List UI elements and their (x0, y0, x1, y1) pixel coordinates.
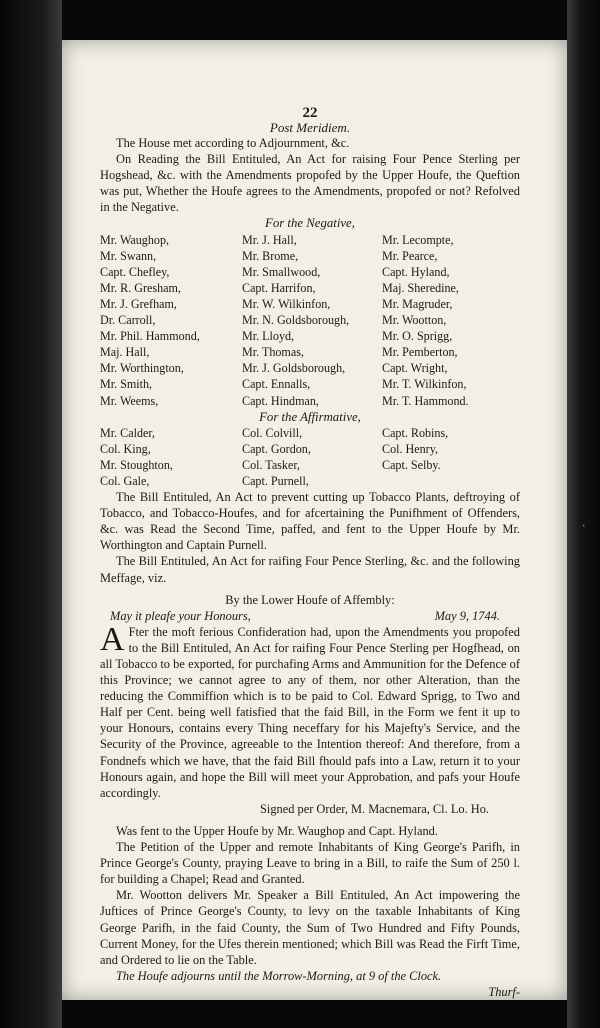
affirmative-column-2 (242, 425, 382, 489)
negative-member: Maj. Hall, (100, 345, 150, 360)
wootton-paragraph: Mr. Wootton delivers Mr. Speaker a Bill Entituled, An Act impowering the Juftices of Prince George's County, to levy on the taxable Inhabitants of King George Parifh, in the faid County, the Sum of Two Hundred and Fifty Pounds, Current Money, for the Ufes therein mentioned; which Bill was Read the Firft Time, and Ordered to lie on the Table. (100, 888, 520, 967)
intro-line: The House met according to Adjournment, &c. (116, 136, 350, 150)
salutation: May it pleafe your Honours, (110, 608, 251, 623)
affirmative-column-3 (382, 425, 520, 489)
sent-paragraph: Was fent to the Upper Houfe by Mr. Waughop and Capt. Hyland. (116, 823, 438, 838)
negative-member: Mr. Magruder, (382, 296, 453, 311)
negative-member: Mr. Thomas, (242, 345, 304, 360)
negative-member: Mr. Worthington, (100, 361, 184, 376)
document-text (100, 105, 520, 1000)
negative-member: Capt. Hyland, (382, 264, 450, 279)
negative-member: Capt. Chefley, (100, 264, 170, 279)
affirmative-member: Mr. Calder, (100, 425, 155, 440)
affirmative-heading: For the Affirmative, (259, 409, 361, 424)
negative-member: Mr. Waughop, (100, 232, 170, 247)
affirmative-member (382, 473, 520, 489)
negative-member: Capt. Wright, (382, 361, 448, 376)
affirmative-member: Capt. Gordon, (242, 441, 311, 456)
affirmative-member: Capt. Purnell, (242, 473, 309, 488)
negative-member: Maj. Sheredine, (382, 280, 459, 295)
affirmative-member: Col. Gale, (100, 473, 150, 488)
negative-member: Capt. Hindman, (242, 393, 319, 408)
negative-member: Mr. Phil. Hammond, (100, 329, 200, 344)
negative-member: Mr. J. Grefham, (100, 296, 177, 311)
petition-paragraph: The Petition of the Upper and remote Inhabitants of King George's Parifh, in Prince George's County, praying Leave to bring in a Bill, to raife the Sum of 250 l. for building a Chapel; Read and Granted. (100, 840, 520, 887)
negative-member: Capt. Harrifon, (242, 280, 316, 295)
session-header: Post Meridiem. (269, 120, 351, 135)
tobacco-bill-paragraph: The Bill Entituled, An Act to prevent cutting up Tobacco Plants, deftroying of Tobacco, and Tobacco-Houfes, and for afcertaining the Punifhment of Offenders, &c. was Read the Second Time, paffed, and fent to the Upper Houfe by Mr. Worthington and Captain Purnell. (100, 490, 520, 553)
negative-column-3 (382, 232, 520, 409)
negative-member: Mr. Lloyd, (242, 329, 295, 344)
negative-member: Capt. Ennalls, (242, 377, 311, 392)
negative-member: Mr. W. Wilkinfon, (242, 296, 331, 311)
negative-member: Mr. R. Gresham, (100, 280, 181, 295)
adjourn-line: The Houfe adjourns until the Morrow-Morning, at 9 of the Clock. (116, 968, 442, 983)
negative-column-1 (100, 232, 242, 409)
affirmative-member: Col. King, (100, 441, 151, 456)
negative-member: Dr. Carroll, (100, 313, 156, 328)
message-intro-paragraph: The Bill Entituled, An Act for raifing Four Pence Sterling, &c. and the following Meffage, viz. (100, 554, 520, 585)
affirmative-member: Capt. Selby. (382, 457, 441, 472)
negative-member: Mr. J. Hall, (242, 232, 297, 247)
negative-member: Mr. J. Goldsborough, (242, 361, 346, 376)
negative-member: Mr. Brome, (242, 248, 299, 263)
negative-member: Mr. T. Hammond. (382, 393, 469, 408)
scan-right-border (567, 0, 600, 1028)
affirmative-member: Col. Tasker, (242, 457, 300, 472)
negative-member: Mr. Pearce, (382, 248, 438, 263)
affirmative-column-1 (100, 425, 242, 489)
message-date: May 9, 1744. (434, 608, 500, 623)
affirmative-member: Mr. Stoughton, (100, 457, 173, 472)
message-paragraph (100, 620, 520, 801)
signature-line: Signed per Order, M. Macnemara, Cl. Lo. Ho. (260, 801, 490, 816)
message-body: Fter the moft ferious Confideration had, upon the Amendments you propofed to the Bill Entituled, An Act for raifing Four Pence Sterling per Hogfhead, on all Tobacco to be exported, for purchafing Arms and Ammunition for the Defence of this Province; we cannot agree to any of them, nor other Alteration, than the reducing the Commiffion which is to be paid to Col. Edward Sprigg, to Two and Half per Cent. being well fatisfied that the faid Bill, in the Form we fent it up to your Honours, contains every Thing neceffary for his Majefty's Service, and the Security of the Province, agreeable to the Intention thereof: And therefore, from a Fondnefs which we have, that the faid Bill fhould pafs into a Law, return it to your Honours again, and hope the Bill will meet your Approbation, and pafs your Houfe accordingly. (100, 624, 520, 800)
negative-column-2 (242, 232, 382, 409)
reading-paragraph: On Reading the Bill Entituled, An Act for raising Four Pence Sterling per Hogshead, &c. with the Amendments propofed by the Upper Houfe, the Queftion was put, Whether the Houfe agrees to the Amendments, propofed or not? Refolved in the Negative. (100, 152, 520, 215)
negative-member: Mr. N. Goldsborough, (242, 313, 350, 328)
negative-votes (100, 232, 520, 409)
scan-left-border (0, 0, 62, 1028)
affirmative-votes (100, 425, 520, 489)
negative-member: Mr. Swann, (100, 248, 157, 263)
catchword: Thurf- (488, 984, 520, 999)
negative-heading: For the Negative, (265, 216, 355, 231)
negative-member: Mr. Wootton, (382, 313, 447, 328)
negative-member: Mr. O. Sprigg, (382, 329, 453, 344)
negative-member: Mr. Smith, (100, 377, 153, 392)
lower-house-line: By the Lower Houfe of Affembly: (225, 592, 395, 607)
negative-member: Mr. Lecompte, (382, 232, 454, 247)
negative-member: Mr. T. Wilkinfon, (382, 377, 467, 392)
negative-member: Mr. Pemberton, (382, 345, 458, 360)
affirmative-member: Col. Colvill, (242, 425, 303, 440)
salutation-row (100, 608, 520, 624)
drop-capital: A (100, 620, 125, 658)
negative-member: Mr. Smallwood, (242, 264, 321, 279)
affirmative-member: Capt. Robins, (382, 425, 449, 440)
negative-member: Mr. Weems, (100, 393, 159, 408)
margin-mark: ‹ (582, 520, 586, 531)
page-number: 22 (302, 105, 318, 121)
affirmative-member: Col. Henry, (382, 441, 438, 456)
